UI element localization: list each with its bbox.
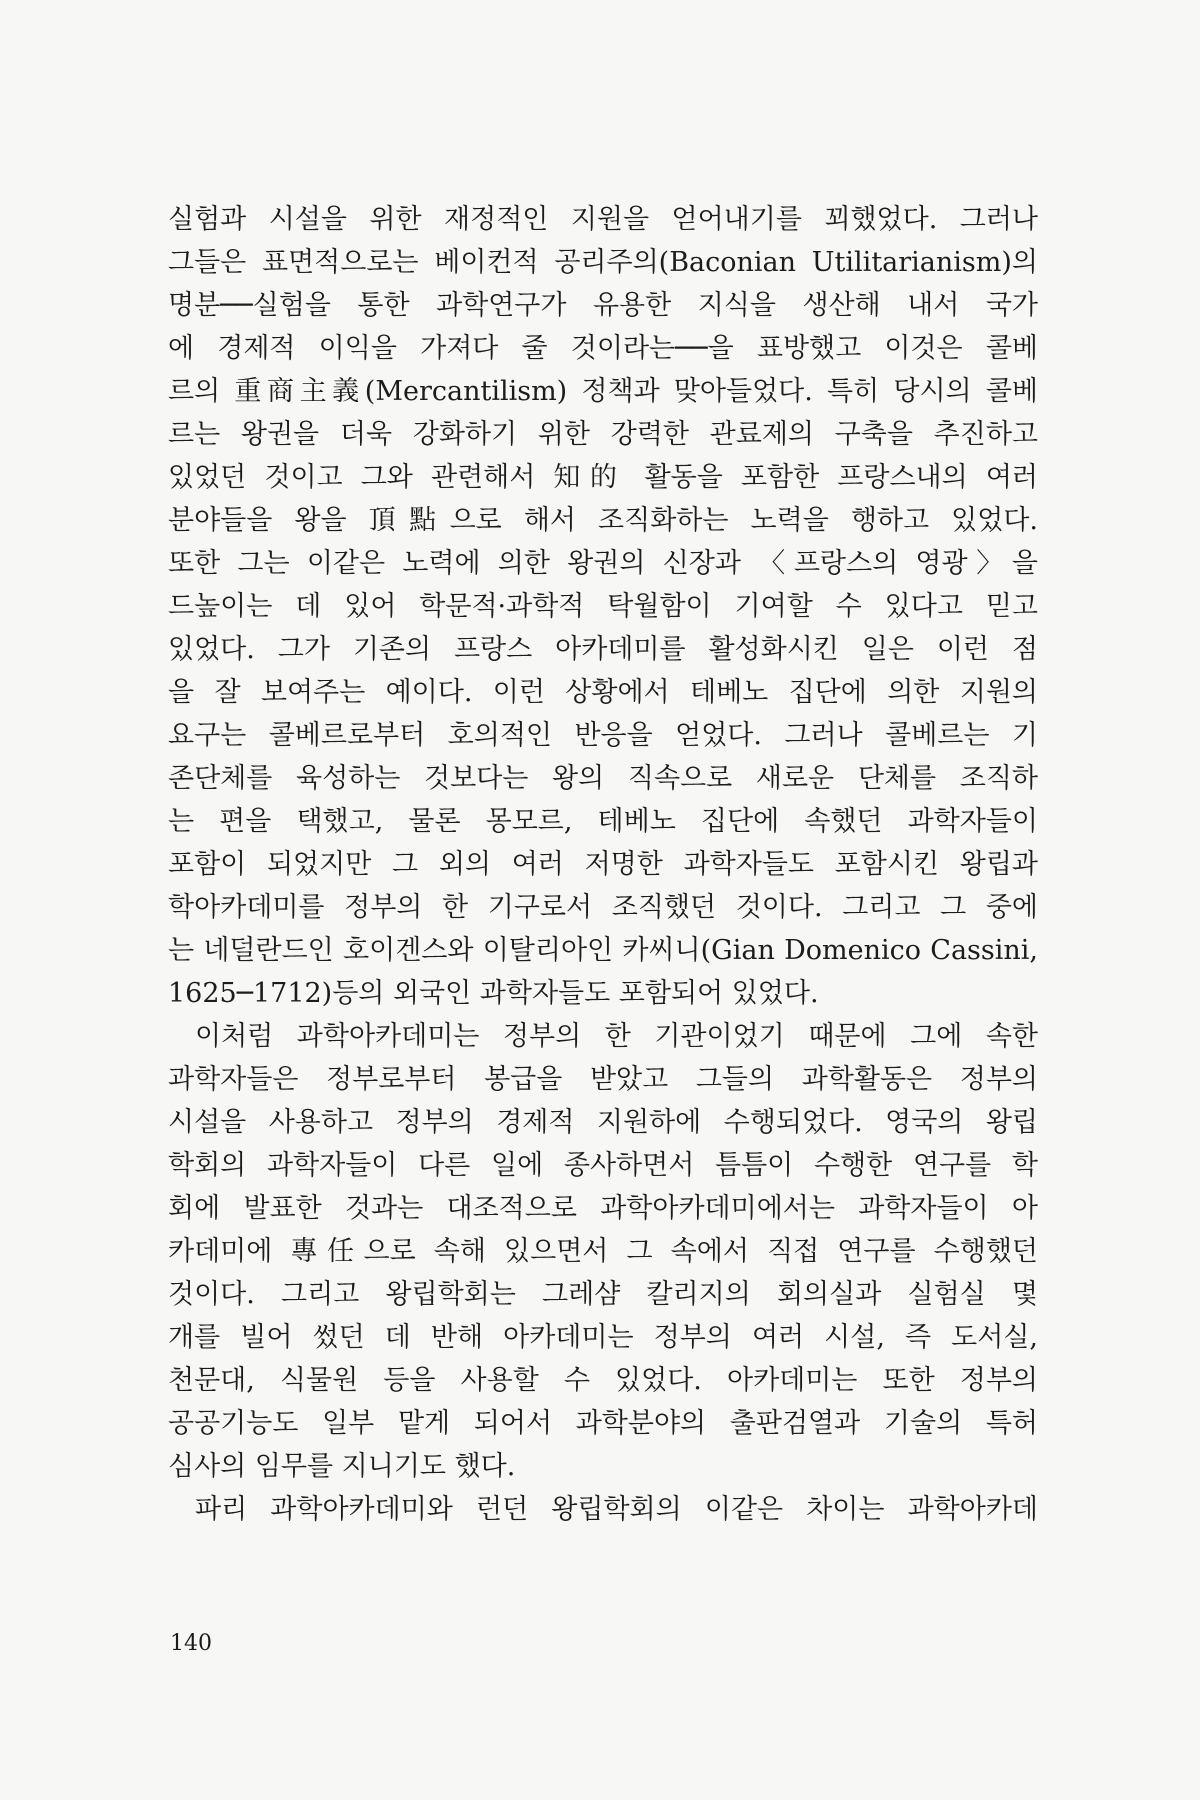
text-line: 실험과 시설을 위한 재정적인 지원을 얻어내기를 꾀했었다. 그러나 xyxy=(168,204,1038,235)
text-line: 요구는 콜베르로부터 호의적인 반응을 얻었다. 그러나 콜베르는 기 xyxy=(168,720,1038,751)
text-line: 시설을 사용하고 정부의 경제적 지원하에 수행되었다. 영국의 왕립 xyxy=(168,1107,1038,1138)
text-line: 포함이 되었지만 그 외의 여러 저명한 과학자들도 포함시킨 왕립과 xyxy=(168,849,1038,880)
text-line: 그들은 표면적으로는 베이컨적 공리주의(Baconian Utilitarianism)의 xyxy=(168,247,1038,278)
page-number: 140 xyxy=(170,1631,212,1656)
text-line: 에 경제적 이익을 가져다 줄 것이라는──을 표방했고 이것은 콜베 xyxy=(168,333,1038,364)
text-line: 천문대, 식물원 등을 사용할 수 있었다. 아카데미는 또한 정부의 xyxy=(168,1365,1038,1396)
text-line: 분야들을 왕을 頂點으로 해서 조직화하는 노력을 행하고 있었다. xyxy=(168,505,1038,536)
text-line: 는 네덜란드인 호이겐스와 이탈리아인 카씨니(Gian Domenico Cassini, xyxy=(168,935,1038,966)
text-line: 학회의 과학자들이 다른 일에 종사하면서 틈틈이 수행한 연구를 학 xyxy=(168,1150,1038,1181)
text-line: 학아카데미를 정부의 한 기구로서 조직했던 것이다. 그리고 그 중에 xyxy=(168,892,1038,923)
text-line: 는 편을 택했고, 물론 몽모르, 테베노 집단에 속했던 과학자들이 xyxy=(168,806,1038,837)
text-line: 공공기능도 일부 맡게 되어서 과학분야의 출판검열과 기술의 특허 xyxy=(168,1408,1038,1439)
text-line: 이처럼 과학아카데미는 정부의 한 기관이었기 때문에 그에 속한 xyxy=(195,1021,1038,1052)
text-line: 존단체를 육성하는 것보다는 왕의 직속으로 새로운 단체를 조직하 xyxy=(168,763,1038,794)
body-text xyxy=(168,198,1038,1531)
text-line: 명분──실험을 통한 과학연구가 유용한 지식을 생산해 내서 국가 xyxy=(168,290,1038,321)
text-line: 개를 빌어 썼던 데 반해 아카데미는 정부의 여러 시설, 즉 도서실, xyxy=(168,1322,1038,1353)
text-line: 파리 과학아카데미와 런던 왕립학회의 이같은 차이는 과학아카데 xyxy=(195,1494,1038,1525)
text-line: 심사의 임무를 지니기도 했다. xyxy=(168,1451,516,1482)
text-line: 드높이는 데 있어 학문적·과학적 탁월함이 기여할 수 있다고 믿고 xyxy=(168,591,1038,622)
paragraph-1 xyxy=(168,198,1038,1015)
text-line: 회에 발표한 것과는 대조적으로 과학아카데미에서는 과학자들이 아 xyxy=(168,1193,1038,1224)
text-line: 르의 重商主義(Mercantilism) 정책과 맞아들었다. 특히 당시의 콜베 xyxy=(168,376,1038,407)
text-line: 있었던 것이고 그와 관련해서 知的 활동을 포함한 프랑스내의 여러 xyxy=(168,462,1038,493)
text-line: 1625─1712)등의 외국인 과학자들도 포함되어 있었다. xyxy=(168,978,819,1009)
paragraph-2 xyxy=(168,1015,1038,1488)
paragraph-3 xyxy=(168,1488,1038,1531)
text-line: 을 잘 보여주는 예이다. 이런 상황에서 테베노 집단에 의한 지원의 xyxy=(168,677,1038,708)
text-line: 르는 왕권을 더욱 강화하기 위한 강력한 관료제의 구축을 추진하고 xyxy=(168,419,1038,450)
text-line: 것이다. 그리고 왕립학회는 그레샴 칼리지의 회의실과 실험실 몇 xyxy=(168,1279,1038,1310)
text-line: 있었다. 그가 기존의 프랑스 아카데미를 활성화시킨 일은 이런 점 xyxy=(168,634,1038,665)
text-line: 카데미에 專任으로 속해 있으면서 그 속에서 직접 연구를 수행했던 xyxy=(168,1236,1038,1267)
text-line: 또한 그는 이같은 노력에 의한 왕권의 신장과 〈프랑스의 영광〉을 xyxy=(168,548,1038,579)
text-line: 과학자들은 정부로부터 봉급을 받았고 그들의 과학활동은 정부의 xyxy=(168,1064,1038,1095)
